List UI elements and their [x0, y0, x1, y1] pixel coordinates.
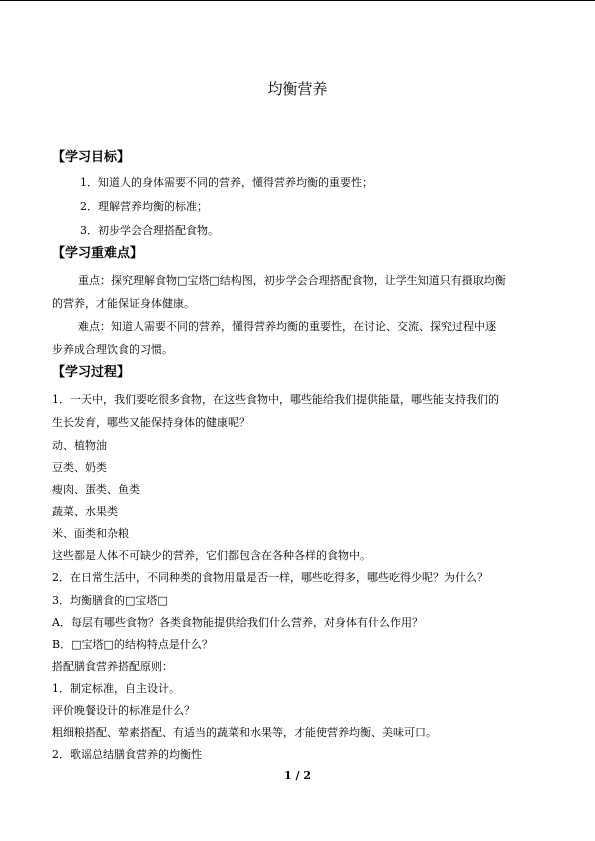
goal-item: 2．理解营养均衡的标准； — [80, 200, 208, 213]
process-line: 这些都是人体不可缺少的营养，它们都包含在各种各样的食物中。 — [52, 549, 371, 562]
keypoint-line: 的营养，才能保证身体健康。 — [52, 297, 195, 310]
page-number: 1 / 2 — [284, 769, 311, 782]
process-line: 粗细粮搭配、荤素搭配、有适当的蔬菜和水果等，才能使营养均衡、美味可口。 — [52, 726, 437, 739]
process-line: 2．歌谣总结膳食营养的均衡性 — [52, 748, 202, 761]
process-heading: 【学习过程】 — [52, 365, 131, 380]
process-line: 豆类、奶类 — [52, 461, 107, 474]
process-line: A．每层有哪些食物？各类食物能提供给我们什么营养，对身体有什么作用？ — [52, 616, 423, 629]
top-border-line — [0, 0, 595, 1]
process-line: 评价晚餐设计的标准是什么？ — [52, 704, 195, 717]
keypoint-line: 难点：知道人需要不同的营养，懂得营养均衡的重要性，在讨论、交流、探究过程中逐 — [78, 320, 496, 333]
goals-heading: 【学习目标】 — [52, 150, 131, 165]
process-line: B．□宝塔□的结构特点是什么？ — [52, 638, 213, 651]
process-line: 生长发育，哪些又能保持身体的健康呢？ — [52, 416, 250, 429]
process-line: 动、植物油 — [52, 439, 107, 452]
goal-item: 3．初步学会合理搭配食物。 — [80, 224, 219, 237]
keypoints-heading: 【学习重难点】 — [52, 246, 144, 261]
process-line: 1．一天中，我们要吃很多食物，在这些食物中，哪些能给我们提供能量，哪些能支持我们的 — [52, 393, 499, 406]
page-title: 均衡营养 — [267, 80, 328, 98]
process-line: 3．均衡膳食的□宝塔□ — [52, 594, 168, 607]
process-line: 搭配膳食营养搭配原则： — [52, 660, 173, 673]
process-line: 2．在日常生活中，不同种类的食物用量是否一样，哪些吃得多，哪些吃得少呢？为什么？ — [52, 571, 488, 584]
process-line: 瘦肉、蛋类、鱼类 — [52, 483, 140, 496]
keypoint-line: 步养成合理饮食的习惯。 — [52, 343, 173, 356]
goal-item: 1．知道人的身体需要不同的营养，懂得营养均衡的重要性； — [80, 176, 373, 189]
process-line: 1．制定标准，自主设计。 — [52, 682, 180, 695]
process-line: 米、面类和杂粮 — [52, 527, 129, 540]
keypoint-line: 重点：探究理解食物□宝塔□结构图，初步学会合理搭配食物，让学生知道只有摄取均衡 — [78, 274, 506, 287]
process-line: 蔬菜、水果类 — [52, 505, 118, 518]
